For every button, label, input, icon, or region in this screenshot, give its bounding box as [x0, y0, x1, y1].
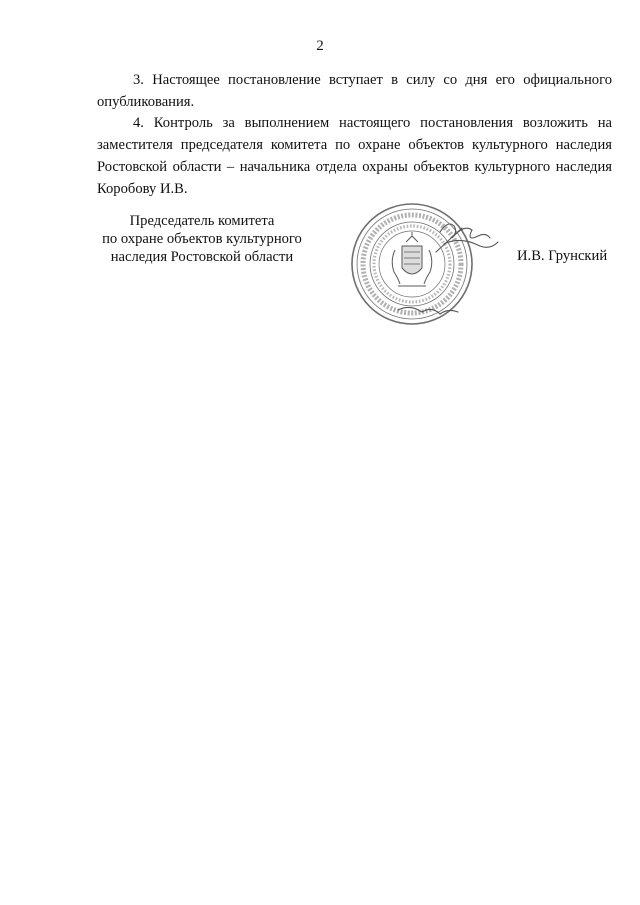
- seal-icon: [340, 202, 510, 338]
- signer-position-line-3: наследия Ростовской области: [110, 249, 294, 265]
- page-number: 2: [316, 38, 324, 54]
- signer-name: И.В. Грунский: [517, 248, 608, 264]
- signature-block: [0, 212, 640, 342]
- document-body: [97, 70, 612, 200]
- official-seal-stamp: [340, 202, 510, 338]
- signer-position-line-1: Председатель комитета: [129, 213, 275, 229]
- signer-position: [97, 212, 307, 266]
- paragraph-4: 4. Контроль за выполнением настоящего постановления возложить на заместителя председателя комитета по охране объектов культурного наследия Ростовской области – начальника отдела охраны объектов культурного наследия Коробову И.В.: [97, 115, 612, 197]
- paragraph-3: 3. Настоящее постановление вступает в силу со дня его официального опубликования.: [97, 72, 612, 110]
- signer-position-line-2: по охране объектов культурного: [102, 231, 302, 247]
